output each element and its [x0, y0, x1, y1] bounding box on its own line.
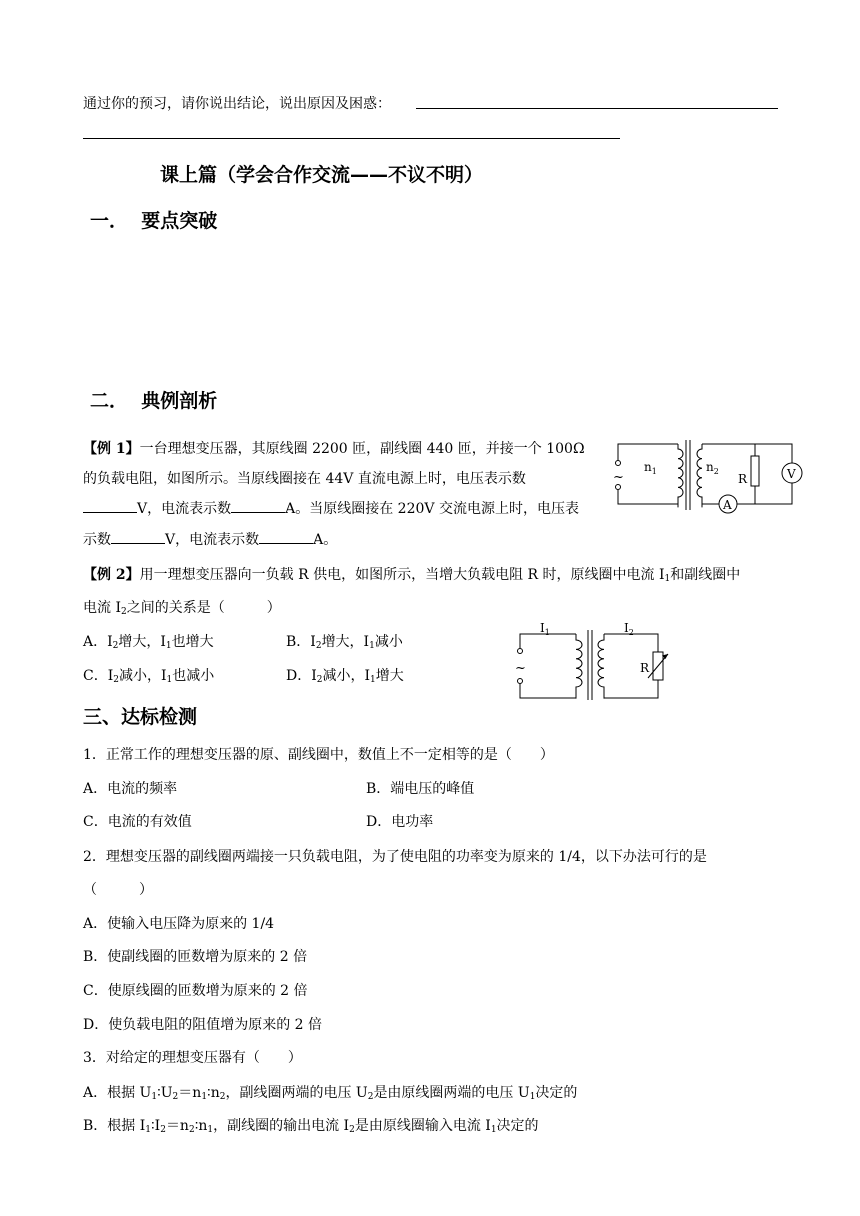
secondary-current-label: $I_2$ [624, 621, 634, 637]
primary-turns-label: $n_1$ [644, 460, 657, 476]
ammeter-label: A [723, 498, 732, 512]
question-2-stem: 2．理想变压器的副线圈两端接一只负载电阻，为了使电阻的功率变为原来的 1/4，以下办法可行的是 [83, 849, 707, 865]
answer-line[interactable] [83, 138, 620, 139]
q2-option-c[interactable]: C．使原线圈的匝数增为原来的 2 倍 [83, 983, 308, 999]
example-tag: 【例 2】 [83, 567, 140, 583]
question-1-stem: 1．正常工作的理想变压器的原、副线圈中，数值上不一定相等的是（ ） [83, 747, 554, 763]
q3-option-b[interactable]: B．根据 $I_1∶I_2=n_2∶n_1$，副线圈的输出电流 $I_2$是由原线圈输入电流 $I_1$决定的 [83, 1118, 539, 1135]
section-number: 二． [90, 390, 129, 412]
terminal-icon [616, 461, 621, 466]
q1-option-c[interactable]: C．电流的有效值 [83, 814, 192, 830]
section-heading-3: 三、达标检测 [83, 706, 198, 728]
transformer-circuit-figure-1 [610, 436, 810, 518]
question-2-paren: （ ） [83, 882, 153, 898]
option-b[interactable]: B．$I_2$增大，$I_1$减小 [286, 634, 403, 651]
example1-line3: V，电流表示数 A。当原线圈接在 220V 交流电源上时，电压表 [83, 498, 579, 518]
answer-line[interactable] [416, 108, 778, 109]
q2-option-a[interactable]: A．使输入电压降为原来的 1/4 [83, 916, 275, 932]
q1-option-d[interactable]: D．电功率 [366, 814, 434, 830]
example2-line2: 电流 $I_2$之间的关系是（ ） [83, 600, 281, 617]
resistor-label: R [640, 661, 650, 675]
q3-option-a[interactable]: A．根据 $U_1∶U_2=n_1∶n_2$，副线圈两端的电压 $U_2$是由原线圈两端的电压 $U_1$决定的 [83, 1085, 578, 1102]
primary-current-label: $I_1$ [540, 621, 550, 637]
preview-prompt: 通过你的预习，请你说出结论，说出原因及困惑： [83, 96, 391, 112]
option-a[interactable]: A．$I_2$增大，$I_1$也增大 [83, 634, 214, 651]
blank-field[interactable] [83, 498, 137, 513]
resistor-label: R [738, 472, 748, 486]
example1-line4: 示数 V，电流表示数 A。 [83, 529, 337, 549]
ac-source-symbol: ~ [515, 661, 526, 676]
example-tag: 【例 1】 [83, 441, 140, 457]
ac-source-symbol: ~ [613, 470, 624, 485]
example2-line1: 【例 2】用一理想变压器向一负载 R 供电，如图所示，当增大负载电阻 R 时，原线圈中电流 $I_1$和副线圈中 [83, 567, 741, 584]
section-title: 典例剖析 [141, 390, 218, 412]
section-title: 要点突破 [141, 210, 218, 232]
voltmeter-label: V [787, 467, 796, 481]
section-number: 一． [90, 210, 129, 232]
blank-field[interactable] [231, 498, 285, 513]
q2-option-b[interactable]: B．使副线圈的匝数增为原来的 2 倍 [83, 949, 308, 965]
option-d[interactable]: D．$I_2$减小，$I_1$增大 [286, 668, 404, 685]
terminal-icon [518, 679, 523, 684]
transformer-circuit-figure-2 [512, 620, 672, 704]
section-heading-1 [90, 206, 217, 233]
q1-option-a[interactable]: A．电流的频率 [83, 781, 178, 797]
blank-field[interactable] [111, 529, 165, 544]
terminal-icon [616, 485, 621, 490]
page-title: 课上篇（学会合作交流——不议不明） [160, 164, 484, 186]
section-heading-2 [90, 386, 217, 413]
q2-option-d[interactable]: D．使负载电阻的阻值增为原来的 2 倍 [83, 1017, 323, 1033]
q1-option-b[interactable]: B．端电压的峰值 [366, 781, 475, 797]
option-c[interactable]: C．$I_2$减小，$I_1$也减小 [83, 668, 215, 685]
question-3-stem: 3．对给定的理想变压器有（ ） [83, 1050, 302, 1066]
blank-field[interactable] [259, 529, 313, 544]
example1-line2: 的负载电阻，如图所示。当原线圈接在 44V 直流电源上时，电压表示数 [83, 471, 526, 487]
example1-line1: 【例 1】一台理想变压器，其原线圈 2200 匝，副线圈 440 匝，并接一个 100Ω [83, 441, 585, 457]
secondary-turns-label: $n_2$ [706, 460, 719, 476]
terminal-icon [518, 649, 523, 654]
